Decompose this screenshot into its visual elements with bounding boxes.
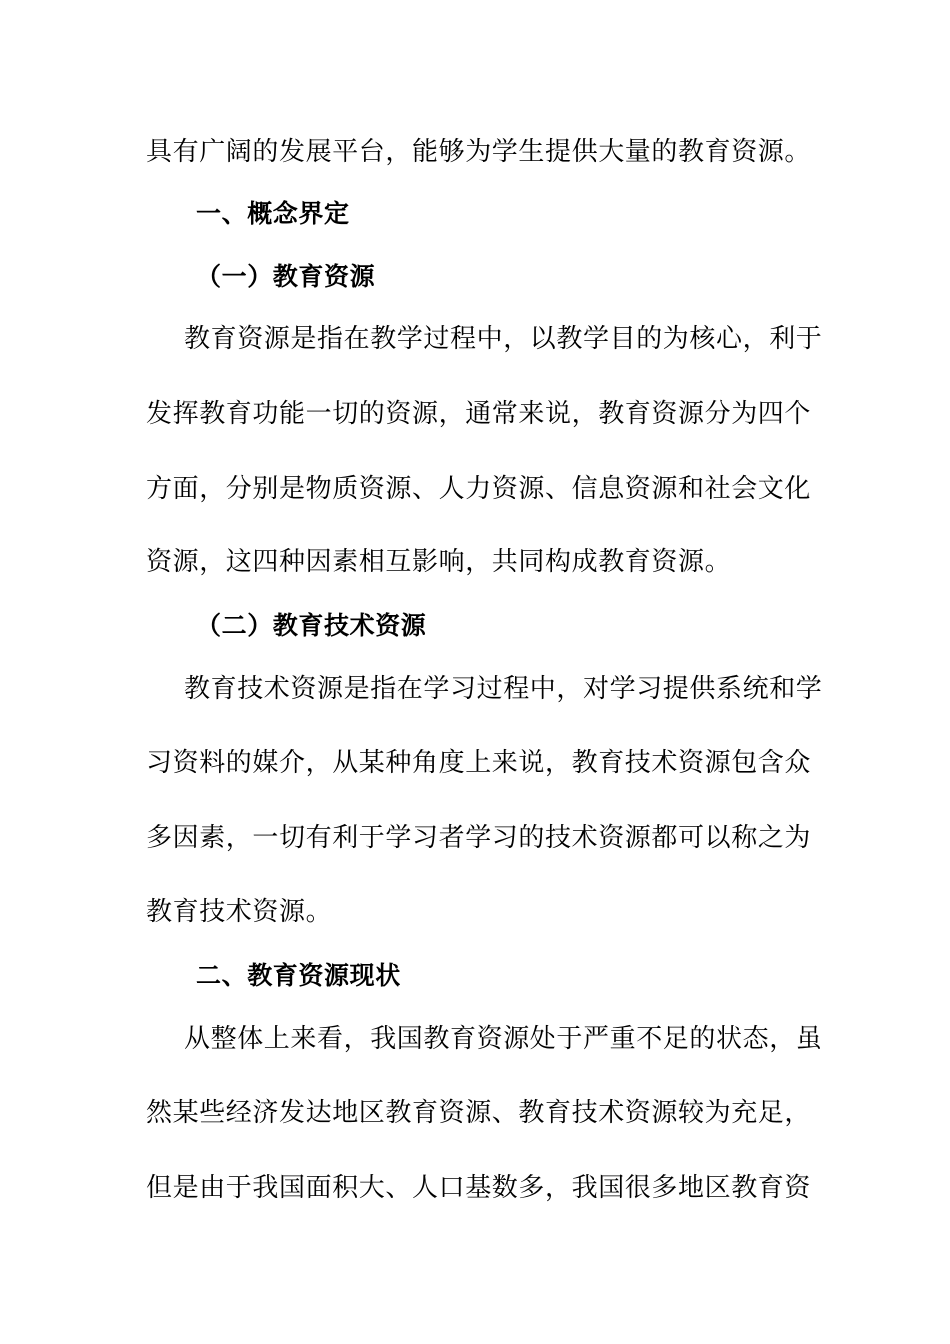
section-heading-concept-definition: 一、概念界定 [196,199,350,228]
paragraph-line: 然某些经济发达地区教育资源、教育技术资源较为充足， [146,1098,812,1128]
paragraph-line: 方面，分别是物质资源、人力资源、信息资源和社会文化 [146,474,812,504]
paragraph-line: 教育技术资源是指在学习过程中，对学习提供系统和学 [184,674,823,704]
paragraph-line: 从整体上来看，我国教育资源处于严重不足的状态，虽 [184,1024,823,1054]
subsection-heading-education-resources: （一）教育资源 [196,262,376,291]
paragraph-line: 多因素，一切有利于学习者学习的技术资源都可以称之为 [146,823,812,853]
paragraph-line: 习资料的媒介，从某种角度上来说，教育技术资源包含众 [146,748,812,778]
paragraph-line: 具有广阔的发展平台，能够为学生提供大量的教育资源。 [146,137,812,167]
section-heading-education-resources-status: 二、教育资源现状 [196,961,401,990]
paragraph-line: 但是由于我国面积大、人口基数多，我国很多地区教育资 [146,1173,812,1203]
paragraph-line: 资源，这四种因素相互影响，共同构成教育资源。 [146,547,732,577]
paragraph-line: 发挥教育功能一切的资源，通常来说，教育资源分为四个 [146,399,812,429]
paragraph-line: 教育技术资源。 [146,897,333,927]
paragraph-line: 教育资源是指在教学过程中，以教学目的为核心，利于 [184,324,823,354]
subsection-heading-education-technology-resources: （二）教育技术资源 [196,611,427,640]
